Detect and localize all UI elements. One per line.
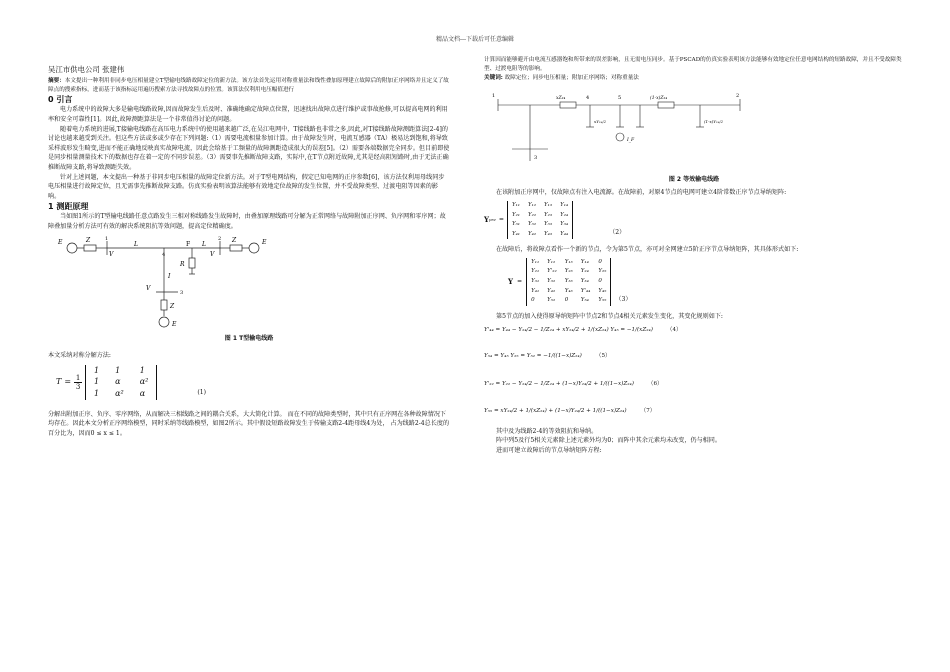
right-paragraph-5: 其中及为线路2-4的等效阻抗和导纳。: [496, 427, 598, 435]
fig1-label-Z3: Z: [170, 302, 175, 310]
fig1-label-RF: R: [180, 260, 185, 268]
figure-2-caption: 图 2 等效输电线路: [668, 175, 720, 183]
figure-1-t-line-diagram: [52, 234, 282, 334]
eq1-lhs: T: [56, 377, 62, 387]
fig1-node-4: 4: [162, 251, 166, 258]
left-column: [48, 56, 450, 438]
eq2-number: （2）: [609, 229, 626, 237]
eq1-number: (1): [197, 389, 206, 397]
fig1-label-F: F: [186, 240, 191, 248]
s1-paragraph-1: 当如图1所示的T型输电线路任意点路发生三相对称线路发生故障时，由叠加原理线路可分解为正常网络与故障附加正序网、负序网和零序网；故障叠加量分析方法可有效的解决系统阻抗等效问题，提高定位精确度。: [48, 213, 446, 230]
symmetric-method-intro: 本文采纳对称分解方法:: [48, 352, 111, 360]
fig1-node-3: 3: [180, 289, 184, 296]
equation-6: [484, 380, 904, 390]
fig1-label-V1: V: [109, 250, 114, 258]
equation-3: Y = Y₁₁ Y₁₂ Y₁₃ Y₁₄ 0 Y₂₁ Y'₂₂ Y₂₃ Y₂₄ Y₂₅ Y₃₁ Y₃₂ Y₃₃ Y₃₄ 0 Y₄₁ Y₄₂ Y₄₃ Y'₄₄ Y₄₅ 0 Y₅₂ 0 Y₅₄ Y₅₅ （3）: [508, 258, 904, 306]
fig2-node-5: 5: [618, 94, 622, 101]
eq5-text: Y₅₄ = Y₄₅ Y₂₅ = Y₅₂ = −1/((1−x)Z₂₄): [484, 353, 582, 360]
equation-1: T = 1 3 1 1 1 1 α α² 1 α² α (1): [56, 365, 206, 398]
s0-paragraph-2: 随着电力系统的进展,T接输电线路在高压电力系统中的使用越来越广泛,在吴江电网中，T接线路也非常之多,因此,对T接线路故障测距算法[2-4]的讨论也越来越受到关注。但这些方法或多或少存在下列问题:（1）需要电流相量参加计算。由于故障发生时，电流互感器（TA）极易达到饱和,将导致采样波形发生畸变,进而不能正确地反映真实故障电流，因此会给基于工频量的故障测距造成很大的误差[5]。（2）需要各端数据完全同步。但目前即使是同步相量测量技术下的数据也存在着一定的不同步误差。（3）需要事先推断故障支路，实际中,在T节点附近故障,尤其是经高阻短路时,由于无法正确推断故障支路,将导致测距失效。: [48, 125, 450, 171]
fig1-label-V2: V: [210, 250, 215, 258]
fig1-label-L1: L: [134, 240, 138, 248]
fig1-label-E3: E: [172, 320, 177, 328]
eq4-text: Y'₄₄ = Y₄₄ − Y₂₄/2 − 1/Z₂₄ + xY₂₄/2 + 1/(xZ₂₄) Y₄₅ = −1/(xZ₂₄): [484, 327, 653, 334]
s1-paragraph-2-condition: 0 ≤ x ≤ 1: [90, 429, 120, 437]
right-paragraph-3: 在故障后，将故障点看作一个新的节点，令为第5节点，亦可对全网建立5阶正序节点导纳矩阵，其具体形式如下:: [496, 246, 799, 254]
eq2-matrix: Y₁₁ Y₁₂ Y₁₃ Y₁₄ Y₂₁ Y₂₂ Y₂₃ Y₂₄ Y₃₁ Y₃₂ Y₃₃ Y₃₄ Y₄₁ Y₄₂ Y₄₃ Y₄₄: [507, 201, 573, 239]
fig2-label-y24b: (1-x)Y₂₄/2: [704, 118, 724, 124]
s1-paragraph-2-end: 。: [119, 429, 126, 437]
eq1-matrix: 1 1 1 1 α α² 1 α² α: [85, 365, 157, 400]
s0-paragraph-1: 电力系统中的故障大多是输电线路故障,因而故障发生后及时、准确地确定故障点位置，迅速找出故障点进行维护或事故抢修,可以提高电网的利用率和安全可靠性[1]。因此,故障测距算法是一个非常值得讨论的问题。: [48, 106, 448, 123]
fig1-node-2: 2: [218, 235, 222, 242]
eq2-lhs-sub: pre: [489, 217, 496, 223]
right-column: [484, 56, 904, 456]
right-paragraph-4: 第5节点的加入使得原导纳矩阵中节点2和节点4相关元素发生变化，其变化规则如下:: [496, 312, 723, 320]
fig1-label-Z2: Z: [232, 236, 237, 244]
right-paragraph-2: 在该附加正序网中，仅故障点有注入电流源。在故障前，对原4节点的电网可建立4阶常数正序节点导纳矩阵:: [496, 189, 787, 197]
eq7-text: Y₅₅ = xY₂₄/2 + 1/(xZ₂₄) + (1−x)Y₂₄/2 + 1/((1−x)Z₂₄): [484, 408, 627, 415]
fig2-label-y24a: xY₂₄/2: [594, 118, 606, 124]
fig1-label-E1: E: [58, 238, 63, 246]
eq3-number: （3）: [615, 296, 632, 304]
fig2-label-IF: I_F: [627, 137, 635, 143]
eq1-scale-denominator: 3: [75, 382, 81, 391]
equation-2: Y pre = Y₁₁ Y₁₂ Y₁₃ Y₁₄ Y₂₁ Y₂₂ Y₂₃ Y₂₄ Y₃₁ Y₃₂ Y₃₃ Y₃₄ Y₄₁ Y₄₂ Y₄₃ Y₄₄ （2）: [484, 201, 904, 239]
fig2-node-1: 1: [492, 92, 496, 99]
eq6-number: （6）: [647, 380, 663, 387]
eq5-number: （5）: [595, 353, 611, 360]
fig2-node-4: 4: [586, 94, 590, 101]
fig1-label-IFm: I: [168, 272, 171, 280]
equation-5: [484, 352, 904, 362]
eq1-scale-numerator: 1: [75, 373, 81, 382]
fig2-node-2: 2: [736, 92, 740, 99]
fig1-label-V3: V: [146, 284, 151, 292]
keywords-text: 故障定位；同步电压相量；附加正序网络；对称重量法: [504, 74, 639, 81]
eq4-number: （4）: [666, 327, 682, 334]
fig1-label-L2: L: [202, 240, 206, 248]
right-paragraph-7: 进而可建立故障后的节点导纳矩阵方程:: [496, 447, 602, 454]
abstract-continuation: 计算因而能够避开由电流互感器饱和所带来的误差影响，且无需电压同步。基于PSCAD的仿真实验表明该方法能够有效地定位任意电网结构的短路故障，并且不受故障类型、过渡电阻等的影响。: [484, 57, 902, 72]
eq6-text: Y'₂₂ = Y₂₂ − Y₂₄/2 − 1/Z₂₄ + (1−x)Y₂₄/2 + 1/((1−x)Z₂₄): [484, 380, 634, 387]
eq7-number: （7）: [640, 408, 656, 415]
equation-4: [484, 326, 904, 336]
eq3-lhs: Y: [508, 277, 513, 287]
abstract-text: 本文提出一种利用非同步电压相量建立T型输电线路故障定位的新方法。该方法首先运用对称重量法和线性叠加原理建立故障后的附加正序网络并且定义了故障点的搜索指标，进而基于该指标运用遍历搜索方法寻找故障点的位置。该算法仅利用电压幅值进行: [48, 77, 449, 93]
fig1-label-E2: E: [262, 238, 267, 246]
right-paragraph-6: 阵中列5及行5相关元素除上述元素外均为0；而阵中其余元素均未改变，仍与相同。: [496, 437, 721, 445]
s0-paragraph-3: 针对上述问题，本文提出一种基于非同步电压相量的故障定位新方法。对于T型电网结构，假定已知电网的正序参数[6]，该方法仅利用母线同步电压相量进行故障定位，且无需事先推断故障支路。仿真实验表明该算法能够有效地定位故障的发生位置，并不受故障类型、过渡电阻等因素的影响。: [48, 173, 445, 200]
figure-2-equivalent-line: [490, 87, 750, 175]
abstract: [48, 77, 450, 95]
abstract-label: 摘要：: [48, 77, 65, 84]
eq2-lhs: Y: [484, 215, 489, 225]
author-line: 吴江市供电公司 张建伟: [48, 65, 125, 74]
figure-1-caption: 图 1 T型输电线路: [224, 334, 274, 342]
fig2-label-xz: xZ₂₄: [556, 95, 566, 101]
equation-7: [484, 407, 904, 417]
keywords: [484, 74, 904, 83]
page-header: 精品文档---下载后可任意编辑: [435, 36, 515, 43]
section-0-title: 0 引言: [48, 95, 73, 105]
s1-paragraph-2: [48, 410, 450, 439]
s1-paragraph-2-text: 分解出附加正序、负序、零序网络，从而解决三相线路之间的耦合关系，大大简化计算。 而在不同的故障类型时，其中只有正序网在各种故障情况下均存在。因此本文分析正序网络模型，同时采纳等线路模型，如图2所示。其中假设短路故障发生于传输支路2-4距母线4为处， 占为线路2-4总长度的百分比为，因而: [48, 410, 450, 437]
section-1-title: 1 测距原理: [48, 202, 89, 212]
fig1-label-Z1: Z: [86, 236, 91, 244]
keywords-label: 关键词:: [484, 74, 503, 81]
fig2-node-3: 3: [534, 154, 538, 161]
eq3-matrix: Y₁₁ Y₁₂ Y₁₃ Y₁₄ 0 Y₂₁ Y'₂₂ Y₂₃ Y₂₄ Y₂₅ Y₃₁ Y₃₂ Y₃₃ Y₃₄ 0 Y₄₁ Y₄₂ Y₄₃ Y'₄₄ Y₄₅ 0 Y₅₂ 0 Y₅₄ Y₅₅: [526, 258, 611, 306]
fig1-node-1: 1: [105, 235, 109, 242]
fig2-label-1-x-z: (1-x)Z₂₄: [650, 95, 668, 101]
